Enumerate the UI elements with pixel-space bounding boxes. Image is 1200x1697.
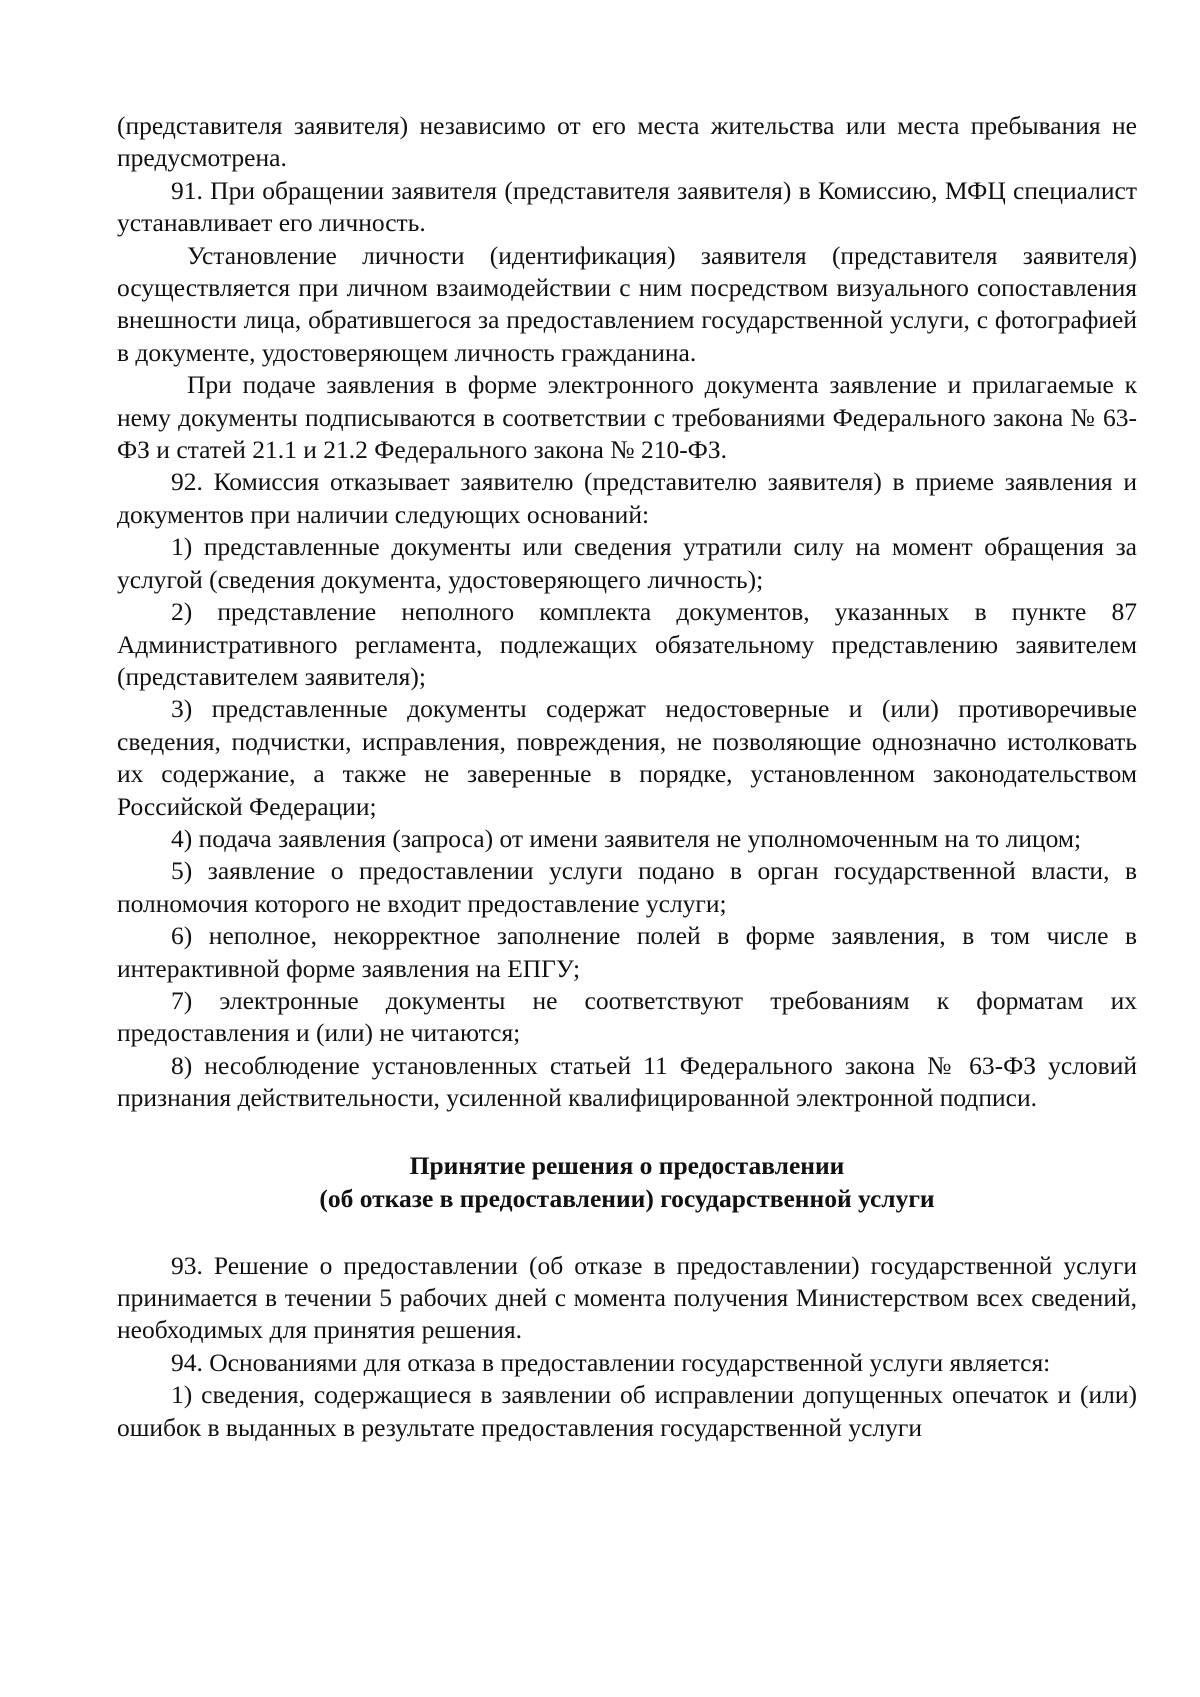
paragraph-94: 94. Основаниями для отказа в предоставлении государственной услуги является: [171,1347,1051,1377]
list-item-2: 2) представление неполного комплекта документов, указанных в пункте 87 Административного регламента, подлежащих обязательному представлению заявителем (представителем заявителя); [117,597,1137,691]
paragraph-identification: Установление личности (идентификация) заявителя (представителя заявителя) осуществляется при личном взаимодействии с ним посредством визуального сопоставления внешности лица, обратившегося за предоставлением государственной услуги, с фотографией в документе, удостоверяющем личность гражданина. [117,240,1137,367]
list-item-3: 3) представленные документы содержат недостоверные и (или) противоречивые сведения, подчистки, исправления, повреждения, не позволяющие однозначно истолковать их содержание, а также не заверенные в порядке, установленном законодательством Российской Федерации; [117,694,1137,821]
section-heading [117,1149,1137,1215]
section-heading-line-1: Принятие решения о предоставлении [409,1150,845,1180]
paragraph-91: 91. При обращении заявителя (представителя заявителя) в Комиссию, МФЦ специалист устанавливает его личность. [117,175,1137,238]
list-item-6: 6) неполное, некорректное заполнение полей в форме заявления, в том числе в интерактивной форме заявления на ЕПГУ; [117,921,1137,983]
list-item-8: 8) несоблюдение установленных статьей 11 Федерального закона № 63-ФЗ условий признания действительности, усиленной квалифицированной электронной подписи. [117,1050,1137,1113]
list-item-1: 1) представленные документы или сведения утратили силу на момент обращения за услугой (сведения документа, удостоверяющего личность); [117,532,1137,594]
list-item-4: 4) подача заявления (запроса) от имени заявителя не уполномоченным на то лицом; [171,823,1082,853]
list-item-7: 7) электронные документы не соответствуют требованиям к форматам их предоставления и (или) не читаются; [117,985,1137,1048]
document-page [117,110,1137,1444]
section-heading-line-2: (об отказе в предоставлении) государственной услуги [319,1183,935,1213]
paragraph: (представителя заявителя) независимо от его места жительства или места пребывания не предусмотрена. [117,111,1137,173]
list-item-5: 5) заявление о предоставлении услуги подано в орган государственной власти, в полномочия которого не входит предоставление услуги; [117,856,1137,918]
paragraph-92: 92. Комиссия отказывает заявителю (представителю заявителя) в приеме заявления и документов при наличии следующих оснований: [117,467,1137,529]
paragraph-93: 93. Решение о предоставлении (об отказе в предоставлении) государственной услуги принимается в течении 5 рабочих дней с момента получения Министерством всех сведений, необходимых для принятия решения. [117,1250,1137,1345]
list-item-94-1: 1) сведения, содержащиеся в заявлении об исправлении допущенных опечаток и (или) ошибок в выданных в результате предоставления государственной услуги [117,1380,1137,1442]
paragraph-electronic-submission: При подаче заявления в форме электронного документа заявление и прилагаемые к нему документы подписываются в соответствии с требованиями Федерального закона № 63-ФЗ и статей 21.1 и 21.2 Федерального закона № 210-ФЗ. [117,370,1137,465]
